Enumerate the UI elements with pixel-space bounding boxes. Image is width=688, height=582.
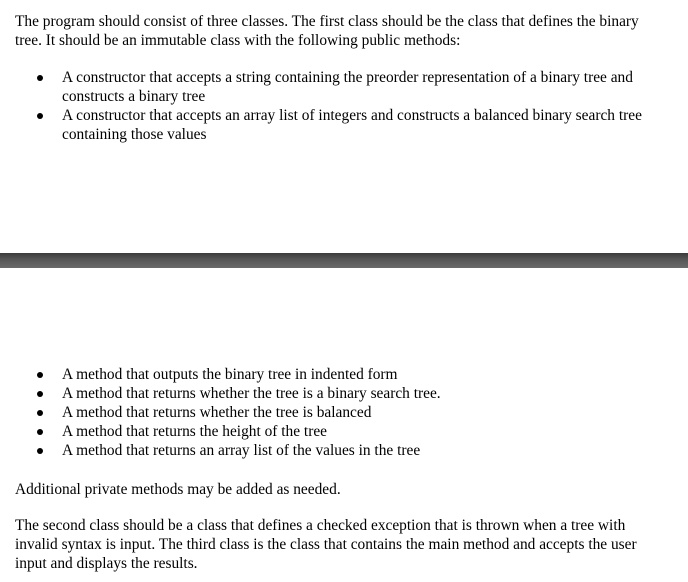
- list-item: [0, 68, 652, 106]
- list-item-text: A constructor that accepts a string containing the preorder representation of a binary tree and constructs a binary tree: [62, 69, 633, 105]
- constructor-bullet-list: [0, 68, 688, 144]
- intro-paragraph: The program should consist of three classes. The first class should be the class that defines the binary tree. It should be an immutable class with the following public methods:: [15, 13, 639, 49]
- list-item: [0, 422, 652, 441]
- bullet-icon: [37, 448, 43, 454]
- bullet-icon: [37, 113, 43, 119]
- bullet-icon: [37, 429, 43, 435]
- list-item-text: A method that returns the height of the tree: [62, 423, 327, 440]
- list-item-text: A method that returns an array list of the values in the tree: [62, 442, 421, 459]
- list-item-text: A constructor that accepts an array list of integers and constructs a balanced binary search tree containing those values: [62, 107, 642, 143]
- list-item: [0, 441, 652, 460]
- additional-methods-paragraph: Additional private methods may be added as needed.: [15, 481, 341, 498]
- list-item-text: A method that outputs the binary tree in indented form: [62, 366, 398, 383]
- page-separator: [0, 253, 688, 268]
- list-item: [0, 106, 652, 144]
- list-item-text: A method that returns whether the tree is a binary search tree.: [62, 385, 441, 402]
- list-item: [0, 384, 652, 403]
- document-page-1: [0, 0, 688, 253]
- method-bullet-list: [0, 365, 688, 460]
- document-page-2: [0, 268, 688, 582]
- exception-class-paragraph: The second class should be a class that defines a checked exception that is thrown when a tree with invalid syntax is input. The third class is the class that contains the main method and accepts the user input and displays the results.: [15, 517, 637, 572]
- bullet-icon: [37, 391, 43, 397]
- list-item-text: A method that returns whether the tree is balanced: [62, 404, 372, 421]
- bullet-icon: [37, 410, 43, 416]
- bullet-icon: [37, 75, 43, 81]
- bullet-icon: [37, 372, 43, 378]
- list-item: [0, 365, 652, 384]
- list-item: [0, 403, 652, 422]
